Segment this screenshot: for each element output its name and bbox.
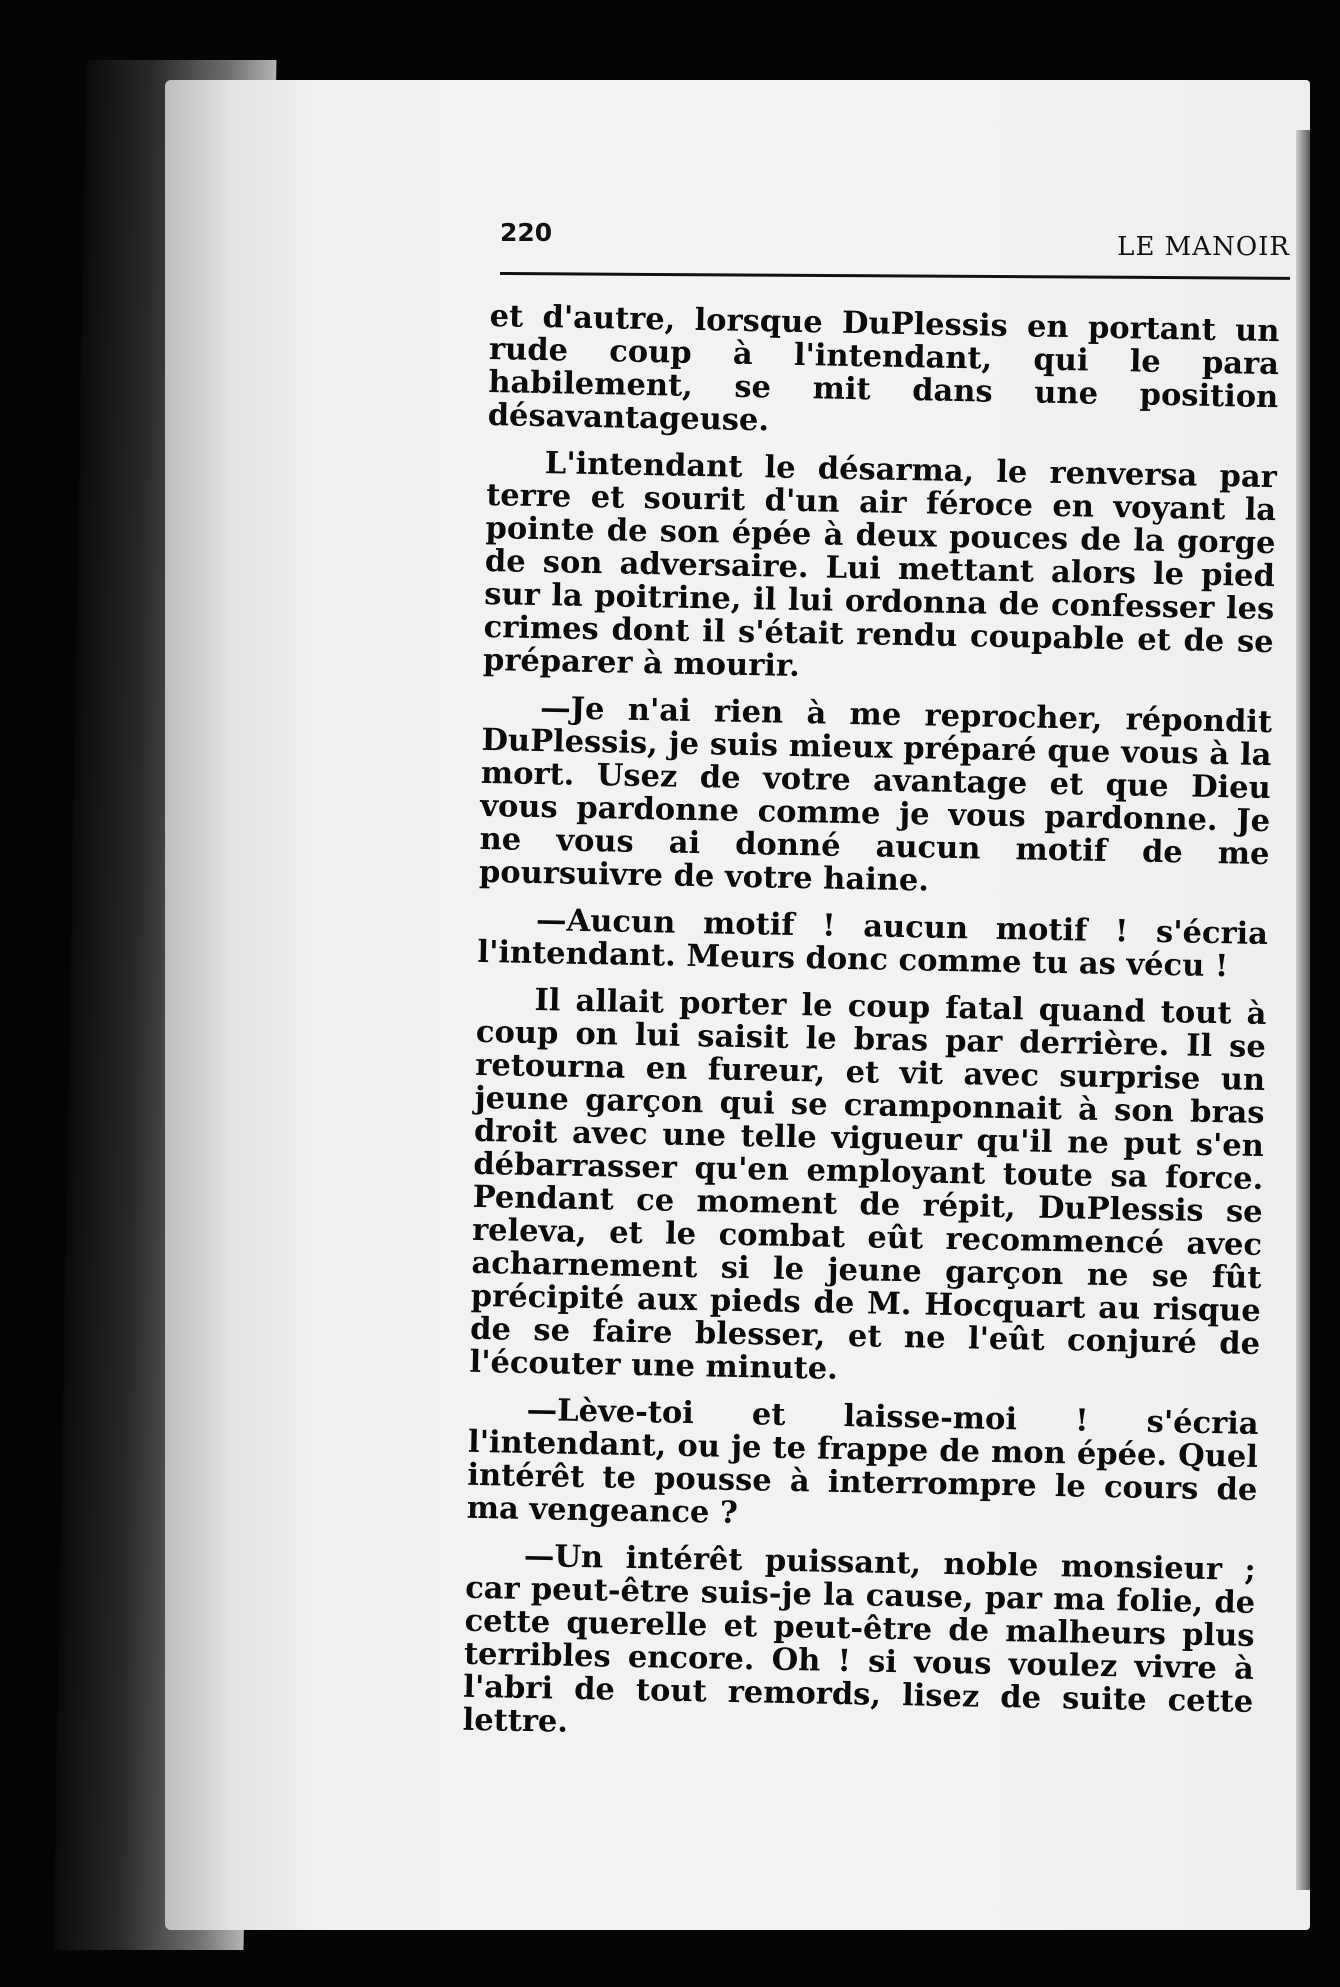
paragraph: —Aucun motif ! aucun motif ! s'écria l'intendant. Meurs donc comme tu as vécu ! <box>477 902 1269 985</box>
page-number: 220 <box>500 218 553 247</box>
running-title: LE MANOIR <box>1117 232 1290 262</box>
paragraph: —Un intérêt puissant, noble monsieur ; car peut-être suis-je la cause, par ma folie, de cette querelle et peut-être de malheurs plus terribles encore. Oh ! si vous voulez vivre à l'abri de tout remords, lisez de suite cette lettre. <box>462 1537 1257 1740</box>
paragraph: et d'autre, lorsque DuPlessis en portant un rude coup à l'intendant, qui le para habilement, se mit dans une position désavantageuse. <box>487 298 1280 439</box>
paragraph: —Lève-toi et laisse-moi ! s'écria l'intendant, ou je te frappe de mon épée. Quel intérêt te pousse à interrompre le cours de ma vengeance ? <box>466 1391 1259 1531</box>
page-edge <box>1296 130 1310 1890</box>
paragraph: Il allait porter le coup fatal quand tout à coup on lui saisit le bras par derrière. Il se retourna en fureur, et vit avec surprise un jeune garçon qui se cramponnait à son bras droit avec une telle vigueur qu'il ne put s'en débarrasser qu'en employant toute sa force. Pendant ce moment de répit, DuPlessis se releva, et le combat eût recommencé avec acharnement si le jeune garçon ne se fût précipité aux pieds de M. Hocquart au risque de se faire blesser, et ne l'eût conjuré de l'écouter une minute. <box>469 981 1267 1387</box>
paragraph: L'intendant le désarma, le renversa par terre et sourit d'un air féroce en voyant la pointe de son épée à deux pouces de la gorge de son adversaire. Lui mettant alors le pied sur la poitrine, il lui ordonna de confesser les crimes dont il s'était rendu coupable et de se préparer à mourir. <box>482 445 1278 685</box>
page-header <box>500 218 1290 278</box>
body-text <box>462 300 1280 1766</box>
paragraph: —Je n'ai rien à me reprocher, répondit DuPlessis, je suis mieux préparé que vous à la mort. Usez de votre avantage et que Dieu vous pardonne comme je vous pardonne. Je ne vous ai donné aucun motif de me poursuivre de votre haine. <box>478 690 1273 899</box>
